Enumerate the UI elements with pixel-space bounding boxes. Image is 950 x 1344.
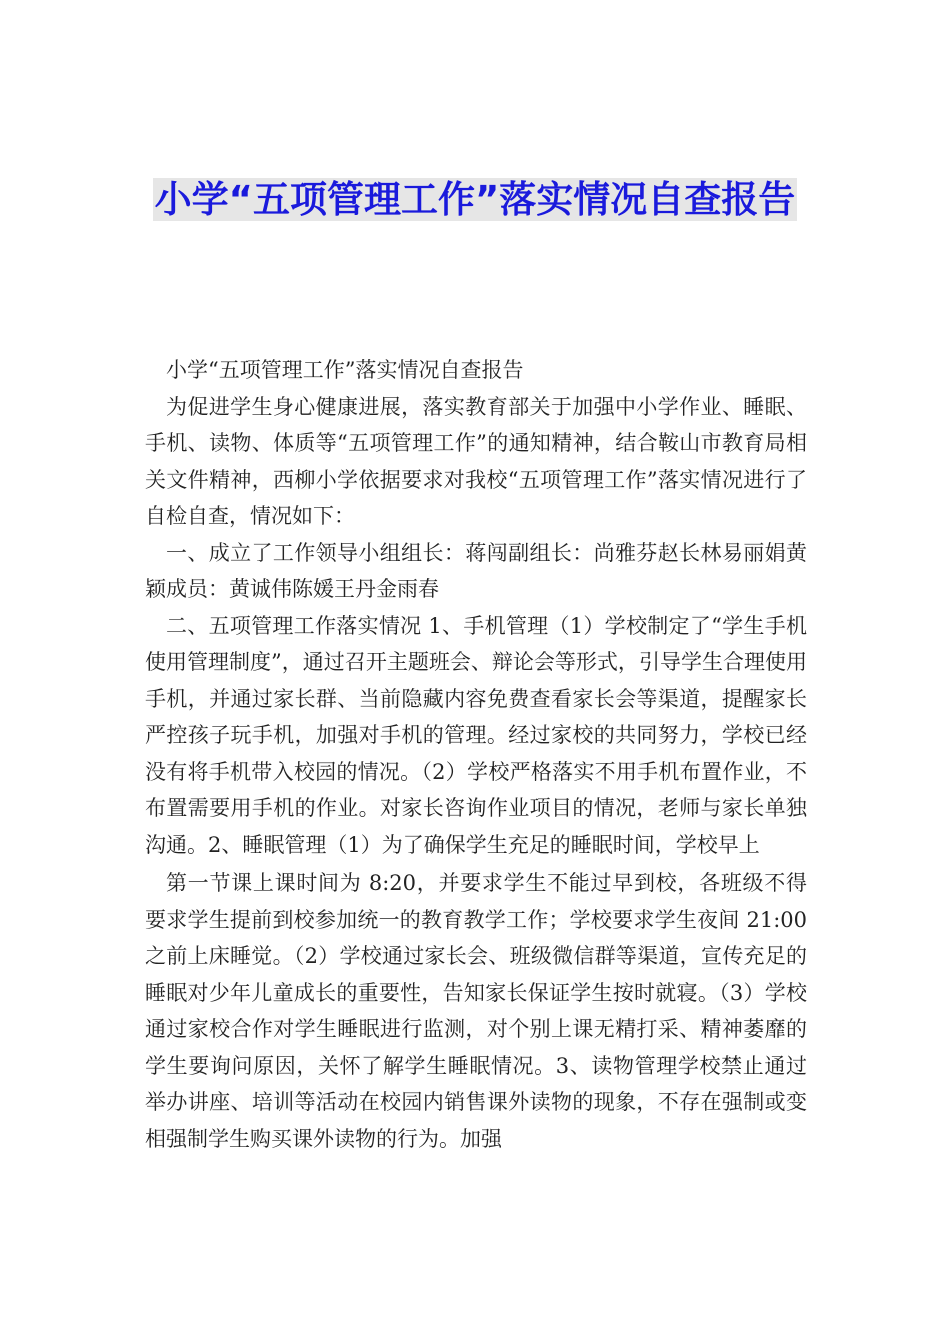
document-title — [145, 172, 805, 228]
body-paragraph: 小学“五项管理工作”落实情况自查报告 — [166, 358, 524, 382]
body-paragraph: 第一节课上课时间为 8:20，并要求学生不能过早到校，各班级不得要求学生提前到校参加统一的教育教学工作；学校要求学生夜间 21:00 之前上床睡觉。（2）学校通过家长会、班级微信群等渠道，宣传充足的睡眠对少年儿童成长的重要性，告知家长保证学生按时就寝。（3）学校通过家校合作对学生睡眠进行监测，对个别上课无精打采、精神萎靡的学生要询问原因，关怀了解学生睡眠情况。3、读物管理学校禁止通过举办讲座、培训等活动在校园内销售课外读物的现象，不存在强制或变相强制学生购买课外读物的行为。加强 — [145, 871, 807, 1151]
body-paragraph: 为促进学生身心健康进展，落实教育部关于加强中小学作业、睡眠、手机、读物、体质等“五项管理工作”的通知精神，结合鞍山市教育局相关文件精神，西柳小学依据要求对我校“五项管理工作”落实情况进行了自检自查，情况如下： — [145, 394, 807, 528]
document-body — [145, 352, 807, 1157]
body-paragraph: 二、五项管理工作落实情况 1、手机管理（1）学校制定了“学生手机使用管理制度”，通过召开主题班会、辩论会等形式，引导学生合理使用手机，并通过家长群、当前隐藏内容免费查看家长会等渠道，提醒家长严控孩子玩手机，加强对手机的管理。经过家校的共同努力，学校已经没有将手机带入校园的情况。（2）学校严格落实不用手机布置作业，不布置需要用手机的作业。对家长咨询作业项目的情况，老师与家长单独沟通。2、睡眠管理（1）为了确保学生充足的睡眠时间，学校早上 — [145, 613, 807, 857]
document-title-text: 小学“五项管理工作”落实情况自查报告 — [154, 178, 796, 221]
body-paragraph: 一、成立了工作领导小组组长：蒋闯副组长：尚雅芬赵长林易丽娟黄颖成员：黄诚伟陈媛王丹金雨春 — [145, 540, 807, 601]
